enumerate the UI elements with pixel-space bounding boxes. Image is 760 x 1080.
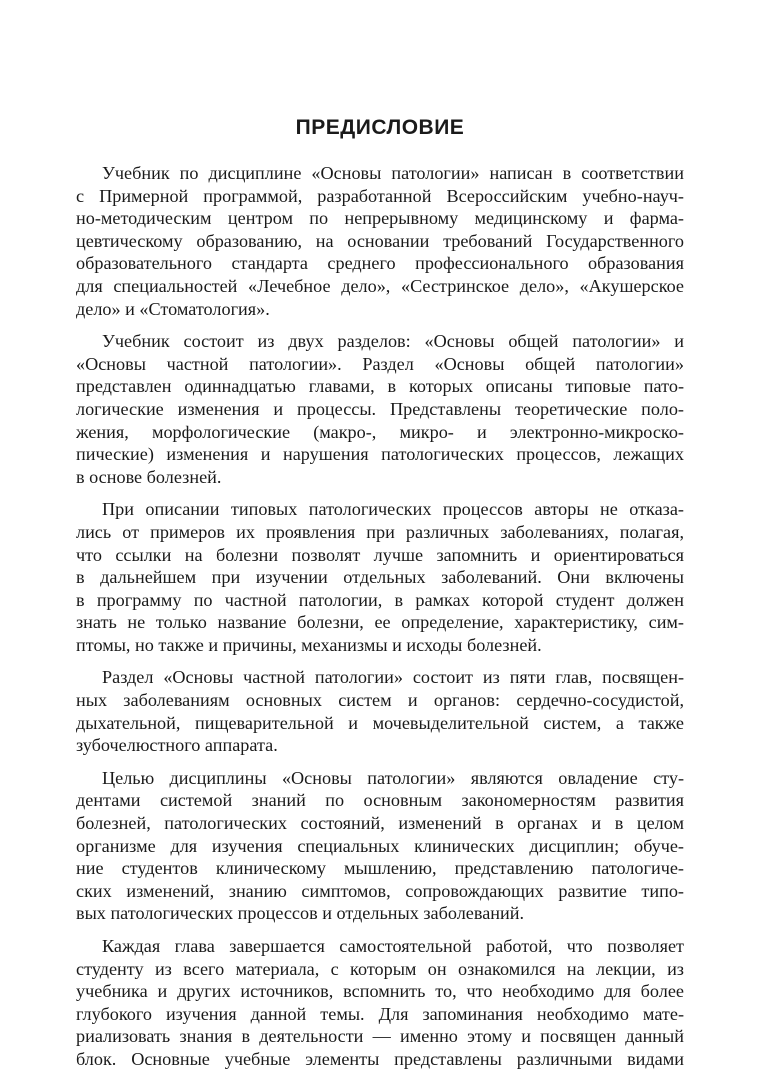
text-line: Раздел «Основы частной патологии» состоит из пяти глав, посвящен- <box>102 667 684 688</box>
text-line: дентами системой знаний по основным закономерностям развития <box>76 790 684 811</box>
page-title: ПРЕДИСЛОВИЕ <box>295 116 465 139</box>
text-line: Учебник состоит из двух разделов: «Основы общей патологии» и <box>102 331 684 352</box>
text-line: учебника и других источников, вспомнить то, что необходимо для более <box>76 981 684 1002</box>
text-line: в программу по частной патологии, в рамках которой студент должен <box>76 589 684 610</box>
paragraph <box>76 498 684 656</box>
text-line: дело» и «Стоматология». <box>76 298 270 319</box>
paragraph <box>76 666 684 756</box>
text-line: цевтическому образованию, на основании требований Государственного <box>76 230 684 251</box>
text-line: дыхательной, пищеварительной и мочевыделительной систем, а также <box>76 712 684 733</box>
text-line: блок. Основные учебные элементы представлены различными видами <box>76 1048 684 1069</box>
paragraph <box>76 767 684 925</box>
text-line: что ссылки на болезни позволят лучше запомнить и ориентироваться <box>76 544 684 565</box>
text-line: пические) изменения и нарушения патологических процессов, лежащих <box>76 444 684 465</box>
text-line: зубочелюстного аппарата. <box>76 735 278 756</box>
text-line: вых патологических процессов и отдельных заболеваний. <box>76 903 525 924</box>
text-line: Учебник по дисциплине «Основы патологии» написан в соответствии <box>102 163 684 183</box>
text-line: Целью дисциплины «Основы патологии» являются овладение сту- <box>102 767 684 788</box>
text-line: представлен одиннадцатью главами, в которых описаны типовые пато- <box>76 376 684 397</box>
text-line: образовательного стандарта среднего профессионального образования <box>76 253 684 274</box>
text-line: глубокого изучения данной темы. Для запоминания необходимо мате- <box>76 1003 684 1024</box>
text-line: птомы, но также и причины, механизмы и исходы болезней. <box>76 634 542 655</box>
text-line: «Основы частной патологии». Раздел «Основы общей патологии» <box>76 353 684 374</box>
text-line: студенту из всего материала, с которым он ознакомился на лекции, из <box>76 958 684 979</box>
text-line: знать не только название болезни, ее определение, характеристику, сим- <box>76 612 684 633</box>
text-line: лись от примеров их проявления при различных заболеваниях, полагая, <box>76 521 684 542</box>
text-line: с Примерной программой, разработанной Всероссийским учебно-науч- <box>76 185 684 206</box>
text-line: в дальнейшем при изучении отдельных заболеваний. Они включены <box>76 567 684 588</box>
text-line: логические изменения и процессы. Представлены теоретические поло- <box>76 398 684 419</box>
text-line: но-методическим центром по непрерывному медицинскому и фарма- <box>76 208 684 229</box>
text-line: Каждая глава завершается самостоятельной работой, что позволяет <box>102 936 684 956</box>
text-line: для специальностей «Лечебное дело», «Сестринское дело», «Акушерское <box>76 275 684 296</box>
text-line: жения, морфологические (макро-, микро- и электронно-микроско- <box>76 421 684 442</box>
paragraph <box>76 162 684 320</box>
text-line: ние студентов клиническому мышлению, представлению патологиче- <box>76 858 684 879</box>
text-line: организме для изучения специальных клинических дисциплин; обуче- <box>76 835 684 856</box>
text-line: риализовать знания в деятельности — именно этому и посвящен данный <box>76 1026 684 1047</box>
paragraph <box>76 330 684 488</box>
text-line: ских изменений, знанию симптомов, сопровождающих развитие типо- <box>76 880 684 901</box>
paragraph <box>76 935 684 1071</box>
text-line: в основе болезней. <box>76 466 222 487</box>
text-line: болезней, патологических состояний, изменений в органах и в целом <box>76 813 684 834</box>
body-text <box>76 162 684 1071</box>
text-line: При описании типовых патологических процессов авторы не отказа- <box>102 499 684 520</box>
text-line: ных заболеваниям основных систем и органов: сердечно-сосудистой, <box>76 690 684 711</box>
